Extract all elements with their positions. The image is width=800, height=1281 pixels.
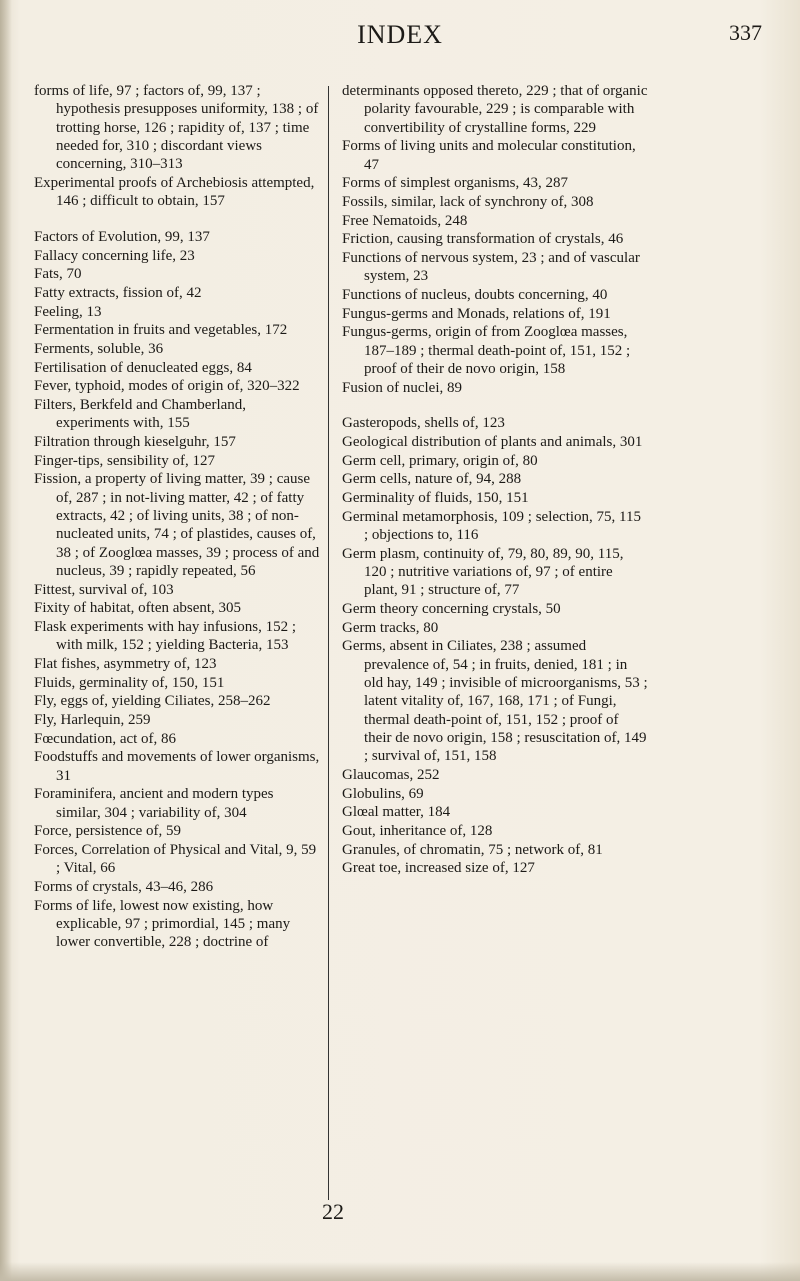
index-entry: Forms of life, lowest now existing, how explicable, 97 ; primordial, 145 ; many lower convertible, 228 ; doctrine of: [34, 897, 291, 951]
index-entry: Fœcundation, act of, 86: [34, 730, 177, 747]
index-entry: Fertilisation of denucleated eggs, 84: [34, 359, 252, 376]
index-entry: Germs, absent in Ciliates, 238 ; assumed prevalence of, 54 ; in fruits, denied, 181 ; in old hay, 149 ; invisible of microorganisms, 53 ; latent vitality of, 167, 168, 171 ; of Fungi, thermal death-point of, 151, 152 ; proof of their de novo origin, 158 ; resuscitation of, 149 ; survival of, 151, 158: [342, 638, 648, 765]
page-edge-shadow: [0, 1262, 800, 1281]
index-entry: Filtration through kieselguhr, 157: [34, 434, 236, 451]
index-entry: Gout, inheritance of, 128: [342, 822, 493, 839]
index-entry: Flat fishes, asymmetry of, 123: [34, 655, 217, 672]
index-entry: Force, persistence of, 59: [34, 823, 182, 840]
index-entry: Glaucomas, 252: [342, 766, 440, 783]
index-entry: Flask experiments with hay infusions, 152 ; with milk, 152 ; yielding Bacteria, 153: [34, 618, 297, 654]
index-entry: Glœal matter, 184: [342, 804, 451, 821]
index-entry: Germ cell, primary, origin of, 80: [342, 452, 538, 469]
index-entry: Geological distribution of plants and animals, 301: [342, 434, 643, 451]
index-entry: Fatty extracts, fission of, 42: [34, 284, 202, 301]
index-entry: determinants opposed thereto, 229 ; that of organic polarity favourable, 229 ; is comparable with convertibility of crystalline forms, 229: [342, 83, 648, 136]
index-entry: Germinality of fluids, 150, 151: [342, 490, 529, 507]
page-title: INDEX: [357, 20, 443, 49]
index-entry: Germ theory concerning crystals, 50: [342, 601, 561, 618]
index-entry: Fly, Harlequin, 259: [34, 712, 151, 728]
index-entry: Globulins, 69: [342, 785, 424, 802]
page-number: 337: [729, 20, 762, 45]
index-entry: Fittest, survival of, 103: [34, 581, 174, 598]
index-entry: Gasteropods, shells of, 123: [342, 415, 505, 432]
index-entry: Germ cells, nature of, 94, 288: [342, 471, 522, 488]
index-entry: Germ tracks, 80: [342, 619, 439, 636]
index-column-left: [34, 82, 322, 952]
index-entry: Filters, Berkfeld and Chamberland, experiments with, 155: [34, 397, 247, 432]
index-entry: Finger-tips, sensibility of, 127: [34, 452, 215, 469]
index-entry: Fallacy concerning life, 23: [34, 247, 195, 264]
index-entry: Fluids, germinality of, 150, 151: [34, 674, 225, 691]
index-entry: Feeling, 13: [34, 303, 102, 320]
index-column-right: [342, 82, 648, 878]
index-entry: Fission, a property of living matter, 39 ; cause of, 287 ; in not-living matter, 42 ; of fatty extracts, 42 ; of living units, 38 ; of non-nucleated units, 74 ; of plastides, causes of, 38 ; of Zooglœa masses, 39 ; process of and nucleus, 39 ; rapidly repeated, 56: [34, 471, 320, 579]
index-entry: Germ plasm, continuity of, 79, 80, 89, 90, 115, 120 ; nutritive variations of, 97 ; of entire plant, 91 ; structure of, 77: [342, 545, 624, 599]
binding-shadow: [0, 0, 12, 1281]
signature-mark: 22: [322, 1199, 344, 1224]
section-gap: [342, 397, 648, 414]
index-entry: forms of life, 97 ; factors of, 99, 137 ; hypothesis presupposes uniformity, 138 ; of trotting horse, 126 ; rapidity of, 137 ; time needed for, 310 ; discordant views concerning, 310–313: [34, 83, 319, 173]
index-entry: Functions of nervous system, 23 ; and of vascular system, 23: [342, 250, 640, 285]
index-entry: Functions of nucleus, doubts concerning, 40: [342, 287, 608, 303]
index-entry: Fungus-germs and Monads, relations of, 191: [342, 305, 611, 322]
index-entry: Free Nematoids, 248: [342, 212, 468, 229]
index-entry: Fermentation in fruits and vegetables, 172: [34, 322, 288, 339]
index-entry: Fusion of nuclei, 89: [342, 379, 462, 396]
index-entry: Experimental proofs of Archebiosis attempted, 146 ; difficult to obtain, 157: [34, 174, 315, 210]
index-entry: Fever, typhoid, modes of origin of, 320–322: [34, 378, 300, 395]
index-entry: Fungus-germs, origin of from Zooglœa masses, 187–189 ; thermal death-point of, 151, 152 ; proof of their de novo origin, 158: [342, 324, 631, 377]
index-entry: Friction, causing transformation of crystals, 46: [342, 231, 624, 248]
section-gap: [34, 211, 322, 228]
index-entry: Factors of Evolution, 99, 137: [34, 228, 210, 245]
index-entry: Granules, of chromatin, 75 ; network of, 81: [342, 841, 603, 858]
index-entry: Forces, Correlation of Physical and Vital, 9, 59 ; Vital, 66: [34, 842, 317, 877]
index-entry: Fly, eggs of, yielding Ciliates, 258–262: [34, 693, 271, 710]
index-entry: Fixity of habitat, often absent, 305: [34, 600, 242, 617]
index-entry: Forms of crystals, 43–46, 286: [34, 879, 214, 896]
index-entry: Forms of simplest organisms, 43, 287: [342, 175, 568, 192]
column-divider: [328, 86, 329, 1200]
index-entry: Forms of living units and molecular constitution, 47: [342, 138, 636, 173]
index-entry: Foraminifera, ancient and modern types similar, 304 ; variability of, 304: [34, 786, 274, 821]
index-entry: Ferments, soluble, 36: [34, 340, 164, 357]
index-entry: Foodstuffs and movements of lower organisms, 31: [34, 749, 320, 784]
index-entry: Germinal metamorphosis, 109 ; selection, 75, 115 ; objections to, 116: [342, 508, 641, 544]
index-entry: Fats, 70: [34, 266, 82, 283]
index-entry: Fossils, similar, lack of synchrony of, 308: [342, 193, 594, 210]
index-entry: Great toe, increased size of, 127: [342, 860, 535, 877]
